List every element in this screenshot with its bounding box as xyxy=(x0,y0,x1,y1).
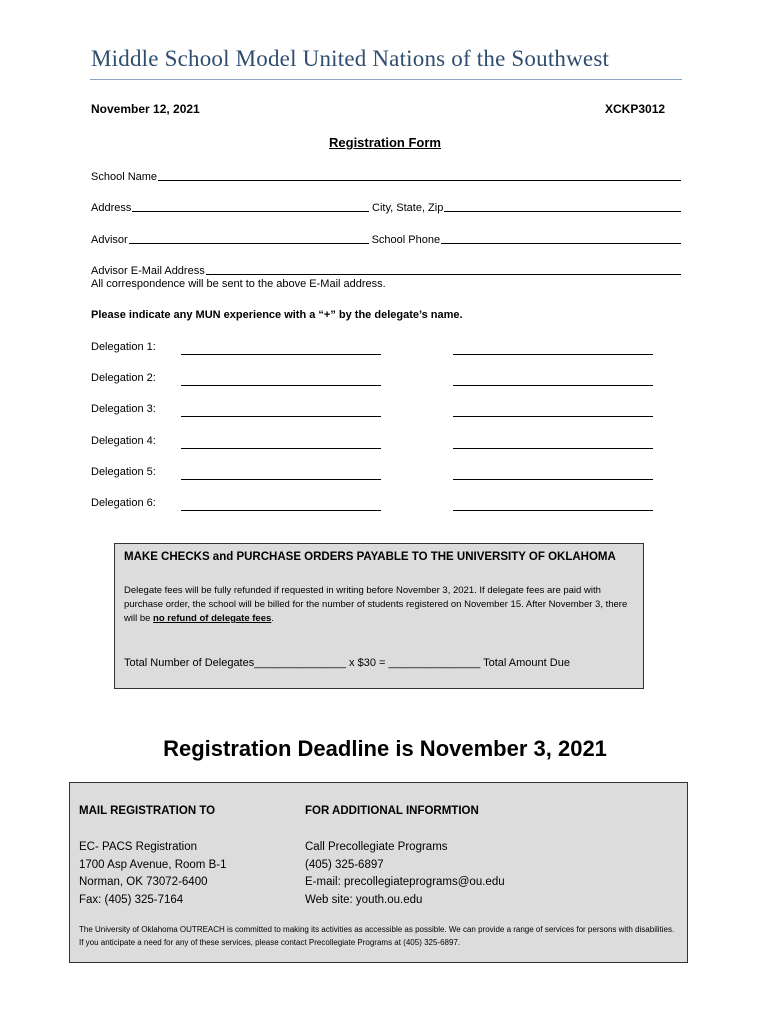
payment-box xyxy=(114,543,644,689)
advisor-row xyxy=(91,230,681,246)
school-phone-field[interactable] xyxy=(441,231,681,244)
delegation-row xyxy=(91,497,661,513)
info-website-link[interactable]: Web site: youth.ou.edu xyxy=(305,893,423,906)
delegation-row xyxy=(91,341,661,357)
delegate-name-field[interactable] xyxy=(181,479,381,480)
document-date: November 12, 2021 xyxy=(91,102,200,116)
refund-policy-text: Delegate fees will be fully refunded if requested in writing before November 3, 2021. If delegate fees are paid with purchase order, the school will be billed for the number of students registered on November 15. After November 3, there will be xyxy=(124,585,628,624)
delegate-name-field[interactable] xyxy=(181,354,381,355)
accessibility-footnote: The University of Oklahoma OUTREACH is committed to making its activities as accessible as possible. We can provide a range of services for persons with disabilities. If you anticipate a need for any of these services, please contact Precollegiate Programs at (405) 325-6897. xyxy=(79,925,675,947)
delegation-row xyxy=(91,435,661,451)
page-title: Middle School Model United Nations of the Southwest xyxy=(91,46,610,71)
city-state-zip-field[interactable] xyxy=(444,199,681,212)
info-heading: FOR ADDITIONAL INFORMTION xyxy=(305,805,479,817)
school-name-field[interactable] xyxy=(158,168,681,181)
refund-policy xyxy=(124,584,629,626)
info-phone: (405) 325-6897 xyxy=(305,858,384,871)
delegation-label: Delegation 5: xyxy=(91,466,156,478)
no-refund-emphasis: no refund of delegate fees xyxy=(153,613,272,624)
advisor-email-field[interactable] xyxy=(206,262,681,275)
delegation-row xyxy=(91,372,661,388)
city-state-zip-label: City, State, Zip xyxy=(372,202,444,214)
advisor-email-label: Advisor E-Mail Address xyxy=(91,265,205,277)
mail-address-list xyxy=(79,839,226,909)
experience-instruction: Please indicate any MUN experience with a “+” by the delegate’s name. xyxy=(91,309,463,321)
info-email-link[interactable]: E-mail: precollegiateprograms@ou.edu xyxy=(305,876,505,888)
info-contact-list xyxy=(305,839,505,909)
delegation-label: Delegation 4: xyxy=(91,435,156,447)
delegate-name-field[interactable] xyxy=(453,385,653,386)
correspondence-note: All correspondence will be sent to the above E-Mail address. xyxy=(91,278,386,290)
registration-deadline: Registration Deadline is November 3, 2021 xyxy=(163,736,607,761)
advisor-field[interactable] xyxy=(129,231,369,244)
advisor-email-row xyxy=(91,261,681,277)
document-code: XCKP3012 xyxy=(605,102,666,116)
delegate-name-field[interactable] xyxy=(181,385,381,386)
delegate-name-field[interactable] xyxy=(453,448,653,449)
mail-line: Norman, OK 73072-6400 xyxy=(79,876,208,888)
delegate-name-field[interactable] xyxy=(181,510,381,511)
address-label: Address xyxy=(91,202,132,214)
delegation-label: Delegation 1: xyxy=(91,341,156,353)
delegation-label: Delegation 2: xyxy=(91,372,156,384)
info-line: Call Precollegiate Programs xyxy=(305,841,448,853)
delegate-name-field[interactable] xyxy=(181,416,381,417)
delegate-name-field[interactable] xyxy=(453,416,653,417)
total-amount-line: Total Number of Delegates_______________ x $30 = _______________ Total Amount Due xyxy=(124,657,570,669)
form-title: Registration Form xyxy=(329,135,441,150)
delegation-label: Delegation 3: xyxy=(91,403,156,415)
mail-fax: Fax: (405) 325-7164 xyxy=(79,893,184,906)
header-divider xyxy=(90,79,682,80)
refund-policy-end: . xyxy=(271,613,274,624)
address-field[interactable] xyxy=(132,199,369,212)
school-name-row xyxy=(91,167,681,183)
mail-line: 1700 Asp Avenue, Room B-1 xyxy=(79,858,227,871)
school-phone-label: School Phone xyxy=(371,234,441,246)
delegate-name-field[interactable] xyxy=(453,354,653,355)
delegation-label: Delegation 6: xyxy=(91,497,156,509)
delegation-row xyxy=(91,403,661,419)
contact-box xyxy=(69,782,688,963)
delegate-name-field[interactable] xyxy=(453,510,653,511)
delegate-name-field[interactable] xyxy=(181,448,381,449)
advisor-label: Advisor xyxy=(91,234,128,246)
delegation-row xyxy=(91,466,661,482)
school-name-label: School Name xyxy=(91,171,158,183)
delegate-name-field[interactable] xyxy=(453,479,653,480)
payment-title: MAKE CHECKS and PURCHASE ORDERS PAYABLE TO THE UNIVERSITY OF OKLAHOMA xyxy=(124,551,616,563)
mail-heading: MAIL REGISTRATION TO xyxy=(79,805,216,817)
address-row xyxy=(91,198,681,214)
mail-line: EC- PACS Registration xyxy=(79,841,198,853)
